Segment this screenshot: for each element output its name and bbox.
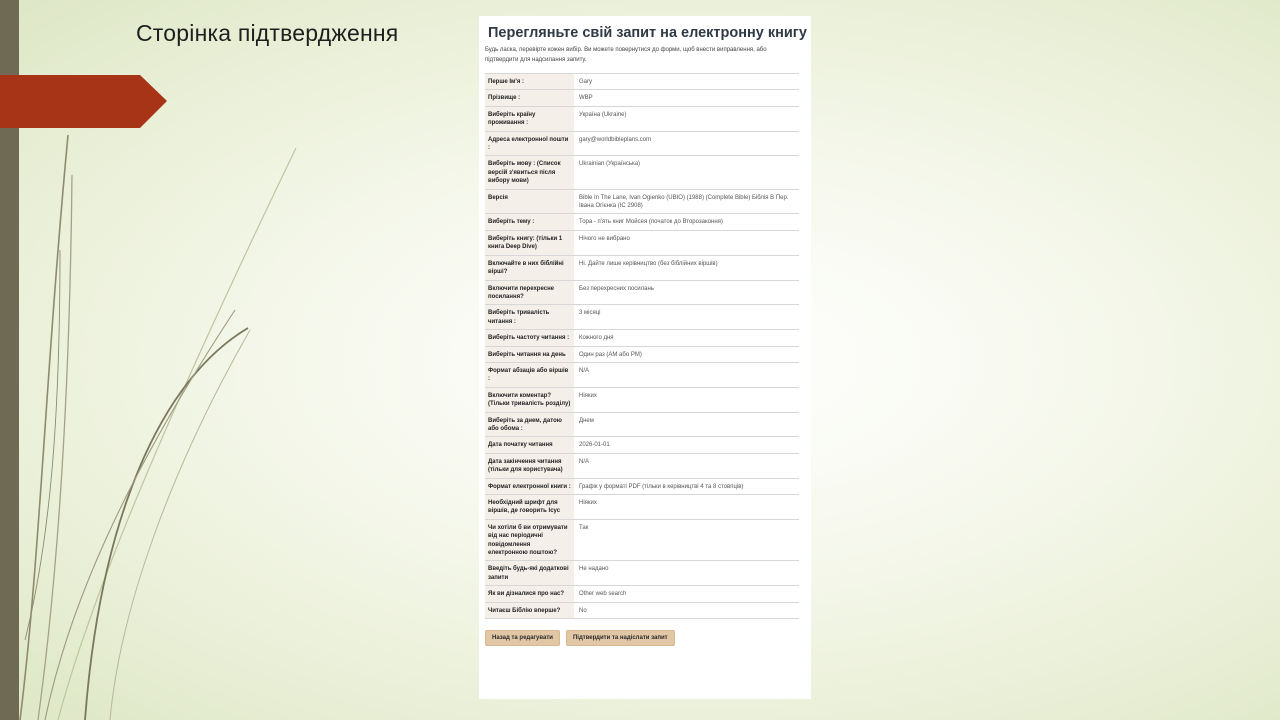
row-value: Нічого не вибрано xyxy=(574,230,799,255)
row-label: Виберіть частоту читання : xyxy=(485,330,574,346)
row-label: Формат електронної книги : xyxy=(485,478,574,494)
row-value: Днем xyxy=(574,412,799,437)
row-label: Перше Ім'я : xyxy=(485,74,574,90)
row-value: 2026-01-01 xyxy=(574,437,799,453)
table-row xyxy=(485,478,799,494)
row-value: Other web search xyxy=(574,586,799,602)
table-row xyxy=(485,519,799,561)
row-value: Bible In The Lane, Ivan Ogienko (UBIO) (1988) (Complete Bible) Біблія В Пер. Івана Огієнка (IC 2908) xyxy=(574,189,799,214)
table-row xyxy=(485,90,799,106)
row-label: Виберіть мову : (Список версій з'явиться після вибору мови) xyxy=(485,156,574,189)
row-label: Формат абзаців або віршів : xyxy=(485,362,574,387)
table-row xyxy=(485,561,799,586)
row-value: Кожного дня xyxy=(574,330,799,346)
row-label: Як ви дізналися про нас? xyxy=(485,586,574,602)
row-value: Україна (Ukraine) xyxy=(574,106,799,131)
table-row xyxy=(485,346,799,362)
table-row xyxy=(485,131,799,156)
row-value: Один раз (AM або PM) xyxy=(574,346,799,362)
table-row xyxy=(485,106,799,131)
row-value: Ukrainian (Українська) xyxy=(574,156,799,189)
table-row xyxy=(485,156,799,189)
row-label: Виберіть тривалість читання : xyxy=(485,305,574,330)
table-row xyxy=(485,189,799,214)
row-label: Дата початку читання xyxy=(485,437,574,453)
row-label: Виберіть читання на день xyxy=(485,346,574,362)
table-row xyxy=(485,362,799,387)
review-panel xyxy=(479,16,811,699)
action-buttons xyxy=(485,630,801,646)
row-label: Адреса електронної пошти : xyxy=(485,131,574,156)
row-label: Прізвище : xyxy=(485,90,574,106)
row-label: Виберіть країну проживання : xyxy=(485,106,574,131)
row-value: Без перехресних посилань xyxy=(574,280,799,305)
row-label: Введіть будь-які додаткові запити xyxy=(485,561,574,586)
red-arrow-flag xyxy=(0,75,167,128)
row-label: Дата закінчення читання (тільки для користувача) xyxy=(485,453,574,478)
row-value: Ніяких xyxy=(574,387,799,412)
row-value: N/A xyxy=(574,453,799,478)
row-label: Виберіть тему : xyxy=(485,214,574,230)
table-row xyxy=(485,495,799,520)
confirm-submit-button[interactable]: Підтвердити та надіслати запит xyxy=(566,630,675,646)
row-value: Графік у форматі PDF (тільки в керівництві 4 та 8 стовпців) xyxy=(574,478,799,494)
row-label: Версія xyxy=(485,189,574,214)
row-value: 3 місяці xyxy=(574,305,799,330)
table-row xyxy=(485,230,799,255)
row-label: Виберіть за днем, датою або обома : xyxy=(485,412,574,437)
table-row xyxy=(485,586,799,602)
row-value: Gary xyxy=(574,74,799,90)
row-label: Включити коментар? (Тільки тривалість розділу) xyxy=(485,387,574,412)
slide-title: Сторінка підтвердження xyxy=(136,20,399,46)
table-row xyxy=(485,602,799,618)
table-row xyxy=(485,330,799,346)
panel-description: Будь ласка, перевірте кожен вибір. Ви можете повернутися до форми, щоб внести виправлення, або підтвердити для надсилання запиту. xyxy=(485,47,767,63)
table-row xyxy=(485,255,799,280)
row-label: Необхідний шрифт для віршів, де говорить Ісус xyxy=(485,495,574,520)
panel-heading: Перегляньте свій запит на електронну книгу xyxy=(488,25,807,41)
row-label: Включайте в них біблійні вірші? xyxy=(485,255,574,280)
table-row xyxy=(485,74,799,90)
row-label: Виберіть книгу: (тільки 1 книга Deep Dive) xyxy=(485,230,574,255)
table-row xyxy=(485,412,799,437)
table-row xyxy=(485,305,799,330)
table-row xyxy=(485,214,799,230)
row-value: Ніяких xyxy=(574,495,799,520)
table-row xyxy=(485,387,799,412)
row-value: Не надано xyxy=(574,561,799,586)
row-value: N/A xyxy=(574,362,799,387)
row-value: Тора - п'ять книг Мойсея (початок до Второзаконня) xyxy=(574,214,799,230)
row-value: gary@worldbibleplans.com xyxy=(574,131,799,156)
summary-table xyxy=(485,73,799,619)
row-value: Ні. Дайте лише керівництво (без біблійних віршів) xyxy=(574,255,799,280)
table-row xyxy=(485,280,799,305)
table-row xyxy=(485,453,799,478)
row-value: Так xyxy=(574,519,799,561)
row-label: Читаєш Біблію вперше? xyxy=(485,602,574,618)
back-edit-button[interactable]: Назад та редагувати xyxy=(485,630,560,646)
table-row xyxy=(485,437,799,453)
row-value: No xyxy=(574,602,799,618)
row-value: WBP xyxy=(574,90,799,106)
row-label: Чи хотіли б ви отримувати від нас періодичні повідомлення електронною поштою? xyxy=(485,519,574,561)
row-label: Включити перехресне посилання? xyxy=(485,280,574,305)
